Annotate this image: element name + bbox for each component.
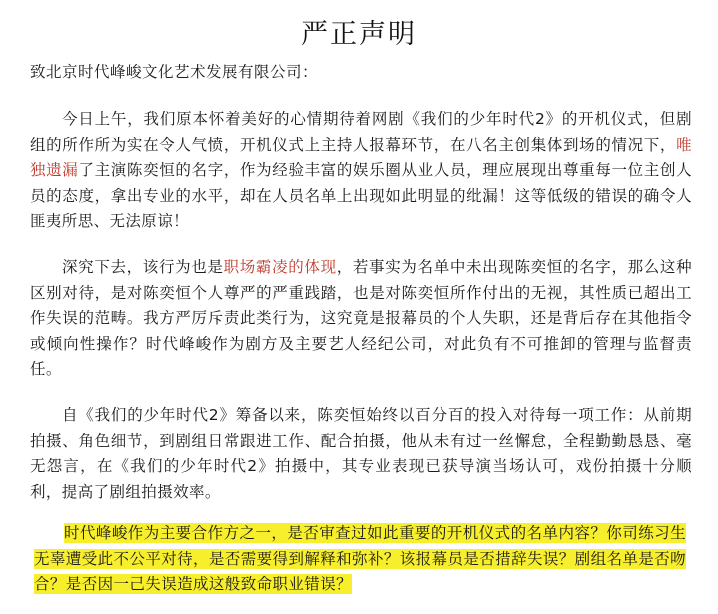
paragraph-2-text-a: 深究下去，该行为也是 xyxy=(62,258,224,276)
paragraph-4-yellow-highlight: 时代峰峻作为主要合作方之一，是否审查过如此重要的开机仪式的名单内容？你司练习生无辜遭受此不公平对待，是否需要得到解释和弥补？该报幕员是否措辞失误？剧组名单是否吻合？是否因一己失误造成这般致命职业错误？ xyxy=(34,524,686,593)
paragraph-1-red-highlight: 唯独遗漏 xyxy=(30,135,692,179)
addressee-line: 致北京时代峰峻文化艺术发展有限公司： xyxy=(30,63,319,81)
paragraph-4 xyxy=(34,521,686,598)
paragraph-3-text: 自《我们的少年时代2》筹备以来，陈奕恒始终以百分百的投入对待每一项工作：从前期拍摄、角色细节，到剧组日常跟进工作、配合拍摄，他从未有过一丝懈怠，全程勤勤恳恳、毫无怨言，在《我们的少年时代2》拍摄中，其专业表现已获导演当场认可，戏份拍摄十分顺利，提高了剧组拍摄效率。 xyxy=(30,406,692,501)
paragraph-2-red-highlight: 职场霸凌的体现 xyxy=(223,258,337,276)
paragraph-1-text-a: 今日上午，我们原本怀着美好的心情期待着网剧《我们的少年时代2》的开机仪式，但剧组的所作所为实在令人气愤，开机仪式上主持人报幕环节，在八名主创集体到场的情况下， xyxy=(30,110,692,154)
paragraph-2 xyxy=(30,255,692,383)
paragraph-3 xyxy=(30,403,692,505)
paragraph-1 xyxy=(30,107,692,235)
paragraph-1-text-b: 了主演陈奕恒的名字，作为经验丰富的娱乐圈从业人员，理应展现出尊重每一位主创人员的态度，拿出专业的水平，却在人员名单上出现如此明显的纰漏！这等低级的错误的确令人匪夷所思、无法原谅！ xyxy=(30,161,693,230)
document-title: 严正声明 xyxy=(301,19,417,50)
paragraph-2-text-b: ，若事实为名单中未出现陈奕恒的名字，那么这种区别对待，是对陈奕恒个人尊严的严重践踏，也是对陈奕恒所作付出的无视，其性质已超出工作失误的范畴。我方严厉斥责此类行为，这究竟是报幕员的个人失职，还是背后存在其他指令或倾向性操作？时代峰峻作为剧方及主要艺人经纪公司，对此负有不可推卸的管理与监督责任。 xyxy=(30,258,692,378)
